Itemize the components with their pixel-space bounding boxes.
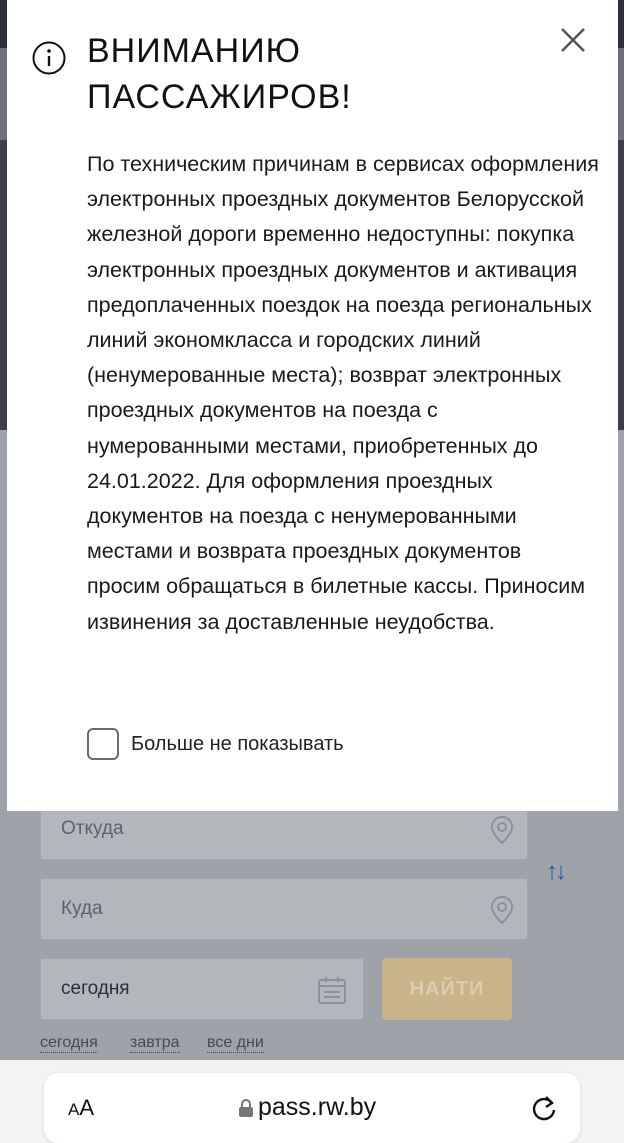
find-button[interactable]: НАЙТИ bbox=[382, 958, 512, 1020]
quick-date-today[interactable]: сегодня bbox=[40, 1034, 98, 1051]
modal-message: По техническим причинам в сервисах оформления электронных проездных документов Белорусской железной дороги временно недоступны: покупка электронных проездных документов и активация предоплаченных поездок на поезда региональных линий экономкласса и городских линий (ненумерованные места); возврат электронных проездных документов на поезда с нумерованными местами, приобретенных до 24.01.2022. Для оформления проездных документов на поезда с ненумерованными местами и возврата проездных документов просим обращаться в билетные кассы. Приносим извинения за доставленные неудобства. bbox=[87, 152, 599, 634]
location-pin-icon bbox=[489, 895, 515, 925]
lock-icon bbox=[238, 1098, 254, 1118]
close-icon[interactable] bbox=[557, 24, 589, 56]
modal-title-line-2: ПАССАЖИРОВ! bbox=[87, 78, 352, 116]
location-pin-icon bbox=[489, 815, 515, 845]
info-icon bbox=[31, 40, 67, 76]
quick-date-all-days[interactable]: все дни bbox=[207, 1034, 264, 1051]
dont-show-again-label: Больше не показывать bbox=[131, 732, 344, 755]
checkbox-box[interactable] bbox=[87, 728, 119, 760]
address-bar[interactable] bbox=[44, 1073, 580, 1143]
dont-show-again-checkbox[interactable] bbox=[87, 728, 344, 760]
browser-toolbar bbox=[0, 1060, 624, 1143]
to-station-input[interactable] bbox=[40, 878, 528, 940]
modal-title bbox=[87, 28, 527, 120]
date-input[interactable] bbox=[40, 958, 364, 1020]
quick-date-tomorrow[interactable]: завтра bbox=[130, 1034, 180, 1051]
url-text: pass.rw.by bbox=[258, 1093, 377, 1121]
passenger-notice-modal bbox=[7, 0, 618, 811]
text-size-large-a: A bbox=[79, 1095, 95, 1120]
date-value: сегодня bbox=[61, 978, 130, 999]
to-placeholder: Куда bbox=[61, 898, 103, 919]
text-size-small-a: A bbox=[68, 1100, 80, 1119]
calendar-icon bbox=[317, 975, 347, 1005]
modal-title-line-1: ВНИМАНИЮ bbox=[87, 32, 302, 70]
text-size-button[interactable] bbox=[68, 1095, 94, 1121]
reload-icon[interactable] bbox=[530, 1093, 558, 1123]
swap-arrows-icon[interactable]: ↑↓ bbox=[546, 858, 564, 885]
url-display[interactable] bbox=[238, 1093, 376, 1122]
from-placeholder: Откуда bbox=[61, 818, 124, 839]
